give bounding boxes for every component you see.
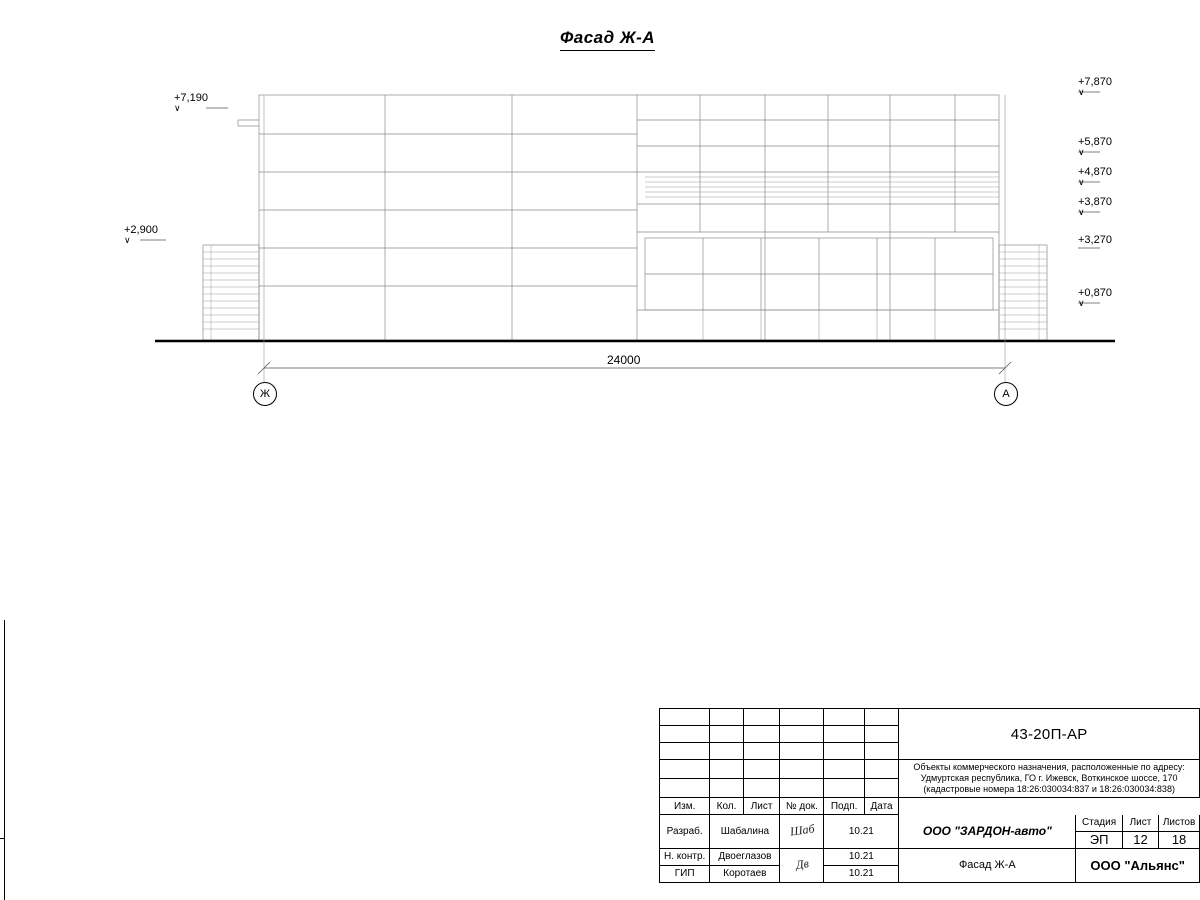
stamp-blank (710, 709, 743, 726)
stamp-blank (660, 760, 710, 779)
name-normcontrol: Двоеглазов (710, 848, 780, 865)
stamp-blank (710, 743, 743, 760)
stamp-blank (660, 726, 710, 743)
stamp-blank (710, 760, 743, 779)
sheets-value: 18 (1159, 831, 1200, 848)
stamp-blank (864, 779, 898, 798)
stage-header: Стадия (1076, 815, 1122, 832)
column-header-list: Лист (743, 798, 780, 815)
stamp-blank (780, 726, 824, 743)
stamp-blank (824, 726, 864, 743)
stamp-blank (710, 779, 743, 798)
page-title: Фасад Ж-А (560, 28, 655, 51)
date-normcontrol: 10.21 (824, 848, 899, 865)
column-header-ndok: № док. (780, 798, 824, 815)
stage-value: ЭП (1076, 831, 1122, 848)
table-row-headers (660, 798, 1200, 815)
sheet-value: 12 (1122, 831, 1158, 848)
level-label-right-2: +4,870 ∨ (1078, 166, 1112, 187)
signature-developer: Шаб (780, 815, 824, 849)
stamp-blank (710, 726, 743, 743)
level-label-right-0: +7,870 ∨ (1078, 76, 1112, 97)
overall-dimension-label: 24000 (607, 353, 641, 367)
role-developer: Разраб. (660, 815, 710, 849)
title-block (659, 708, 1200, 883)
column-header-izm: Изм. (660, 798, 710, 815)
level-label-left-1: +2,900 ∨ (124, 224, 158, 245)
stamp-blank (780, 743, 824, 760)
stamp-blank (743, 709, 780, 726)
stamp-blank (864, 726, 898, 743)
level-label-left-0: +7,190 ∨ (174, 92, 208, 113)
name-developer: Шабалина (710, 815, 780, 849)
customer-name: ООО "ЗАРДОН-авто" (899, 815, 1076, 849)
stamp-blank (864, 743, 898, 760)
stamp-blank (824, 709, 864, 726)
role-gip: ГИП (660, 865, 710, 882)
date-developer: 10.21 (824, 815, 899, 849)
stamp-blank (743, 760, 780, 779)
stamp-blank (743, 726, 780, 743)
axis-marker-right: А (994, 382, 1018, 406)
stamp-blank (864, 760, 898, 779)
elevation-svg (0, 0, 1200, 430)
axis-marker-left: Ж (253, 382, 277, 406)
project-code: 43-20П-АР (899, 709, 1200, 760)
column-header-data: Дата (864, 798, 898, 815)
stamp-blank (780, 760, 824, 779)
date-gip: 10.21 (824, 865, 899, 882)
table-row (660, 709, 1200, 726)
role-normcontrol: Н. контр. (660, 848, 710, 865)
level-label-right-3: +3,870 ∨ (1078, 196, 1112, 217)
table-row (660, 815, 1200, 832)
stamp-blank (743, 743, 780, 760)
stamp-blank (824, 760, 864, 779)
stamp-blank (660, 779, 710, 798)
object-description: Объекты коммерческого назначения, расположенные по адресу: Удмуртская республика, ГО г. Ижевск, Воткинское шоссе, 170 (кадастровые номера 18:26:030034:837 и 18:26:030034:838) (899, 760, 1200, 798)
title-block-table (660, 709, 1200, 883)
column-header-kol: Кол. (710, 798, 743, 815)
sheets-header: Листов (1159, 815, 1200, 832)
column-header-podp: Подп. (824, 798, 864, 815)
stamp-blank (824, 779, 864, 798)
name-gip: Коротаев (710, 865, 780, 882)
stamp-blank (864, 709, 898, 726)
table-row (660, 760, 1200, 779)
level-label-right-1: +5,870 ∨ (1078, 136, 1112, 157)
stamp-blank (824, 743, 864, 760)
stamp-blank (660, 743, 710, 760)
table-row (660, 848, 1200, 865)
stamp-blank (780, 709, 824, 726)
sheet-frame-left (0, 620, 5, 900)
stamp-blank (780, 779, 824, 798)
designer-name: ООО "Альянс" (1076, 848, 1200, 882)
sheet-frame-left-tick (0, 838, 4, 839)
sheet-header: Лист (1122, 815, 1158, 832)
stamp-blank (743, 779, 780, 798)
level-label-right-4: +3,270 (1078, 234, 1112, 246)
signature-chief: Дв (780, 848, 824, 882)
sheet-title: Фасад Ж-А (899, 848, 1076, 882)
level-label-right-5: +0,870 ∨ (1078, 287, 1112, 308)
elevation-drawing (0, 0, 1200, 430)
stamp-blank (660, 709, 710, 726)
